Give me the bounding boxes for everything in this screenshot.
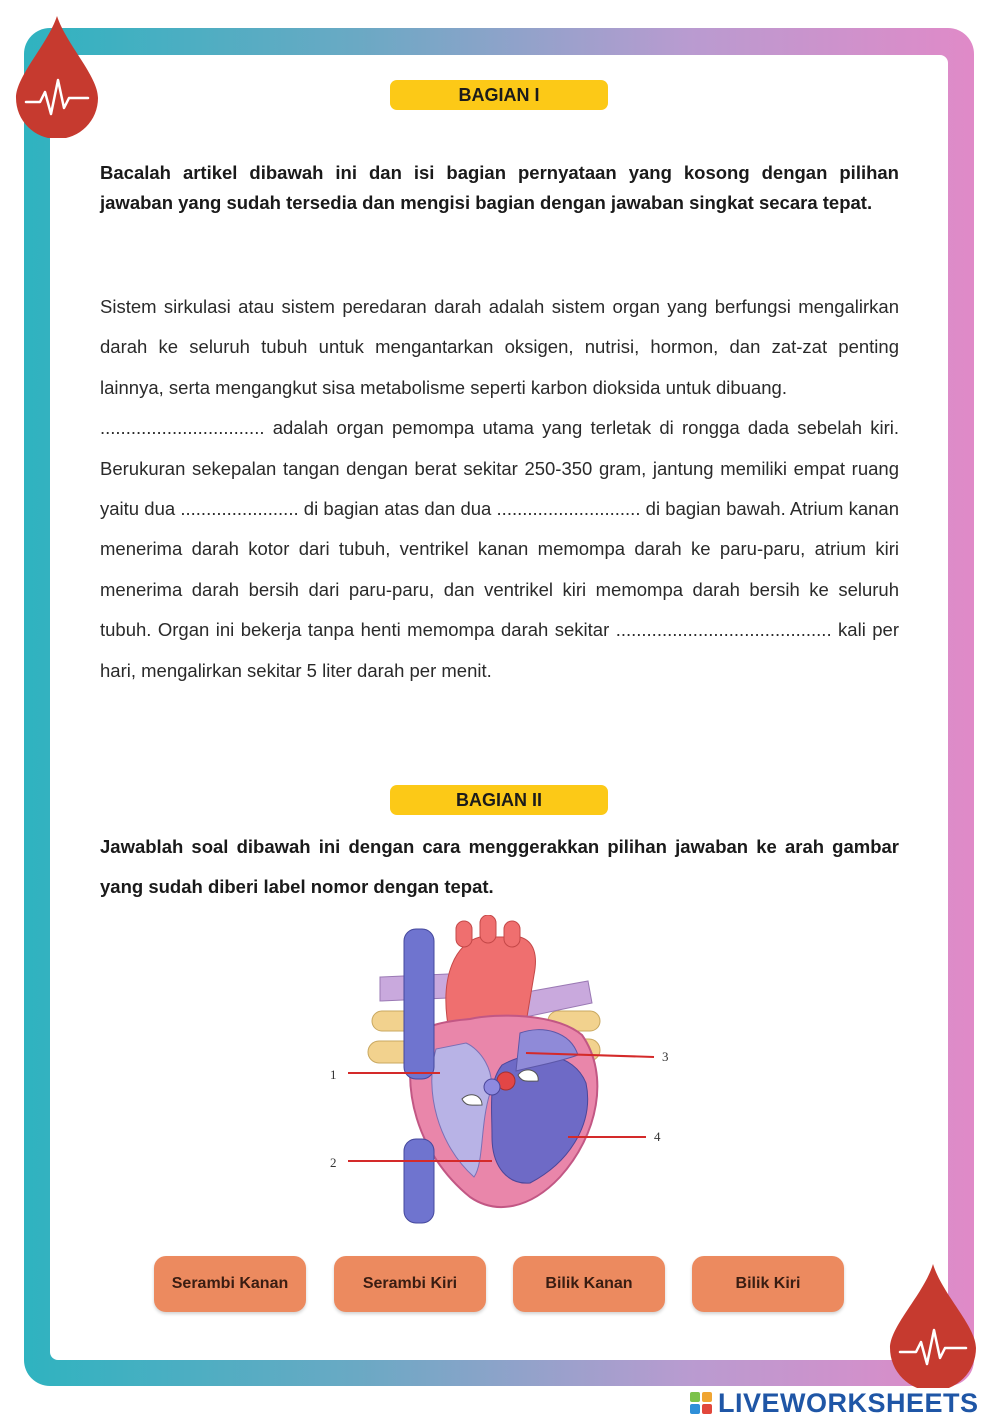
liveworksheets-brand: LIVEWORKSHEETS (718, 1387, 979, 1418)
article-text (100, 287, 899, 691)
label-number-4: 4 (654, 1129, 661, 1144)
answer-bilik-kiri[interactable]: Bilik Kiri (692, 1256, 844, 1312)
section-1-title: BAGIAN I (390, 80, 608, 110)
article-paragraph-intro: Sistem sirkulasi atau sistem peredaran darah adalah sistem organ yang berfungsi mengalirkan darah ke seluruh tubuh untuk mengantarkan oksigen, nutrisi, hormon, dan zat-zat penting lainnya, serta mengangkut sisa metabolisme seperti karbon dioksida untuk dibuang. (100, 296, 899, 398)
answer-options (0, 1256, 999, 1314)
article-text-a: adalah organ pemompa utama yang terletak di rongga dada sebelah kiri. Berukuran sekepalan tangan dengan berat sekitar 250-350 gram, jantung memiliki empat ruang yaitu dua (100, 417, 899, 520)
answer-bilik-kanan[interactable]: Bilik Kanan (513, 1256, 665, 1312)
blank-1-input[interactable]: ................................ (100, 417, 265, 439)
section-2-title: BAGIAN II (390, 785, 608, 815)
answer-serambi-kanan[interactable]: Serambi Kanan (154, 1256, 306, 1312)
answer-serambi-kiri[interactable]: Serambi Kiri (334, 1256, 486, 1312)
blood-drop-heartbeat-icon (14, 14, 100, 138)
label-number-1: 1 (330, 1067, 337, 1082)
label-number-3: 3 (662, 1049, 669, 1064)
heart-diagram (320, 915, 680, 1230)
article-text-c: di bagian bawah. Atrium kanan menerima darah kotor dari tubuh, ventrikel kanan memompa darah ke paru-paru, atrium kiri menerima darah bersih dari paru-paru, dan ventrikel kiri memompa darah bersih ke seluruh tubuh. Organ ini bekerja tanpa henti memompa darah sekitar (100, 498, 899, 641)
liveworksheets-logo-icon (690, 1392, 712, 1414)
section-2-instruction: Jawablah soal dibawah ini dengan cara menggerakkan pilihan jawaban ke arah gambar yang sudah diberi label nomor dengan tepat. (100, 836, 899, 897)
liveworksheets-watermark[interactable] (690, 1388, 979, 1418)
label-number-2: 2 (330, 1155, 337, 1170)
blank-3-input[interactable]: ............................ (496, 498, 641, 520)
section-1-instruction: Bacalah artikel dibawah ini dan isi bagian pernyataan yang kosong dengan pilihan jawaban yang sudah tersedia dan mengisi bagian dengan jawaban singkat secara tepat. (100, 162, 899, 213)
blank-4-input[interactable]: .......................................... (615, 619, 832, 641)
article-text-d: kali per hari, mengalirkan sekitar 5 liter darah per menit. (100, 619, 899, 681)
blank-2-input[interactable]: ....................... (180, 498, 299, 520)
article-text-b: di bagian atas dan dua (298, 498, 497, 520)
article-paragraph-heart (100, 408, 899, 691)
